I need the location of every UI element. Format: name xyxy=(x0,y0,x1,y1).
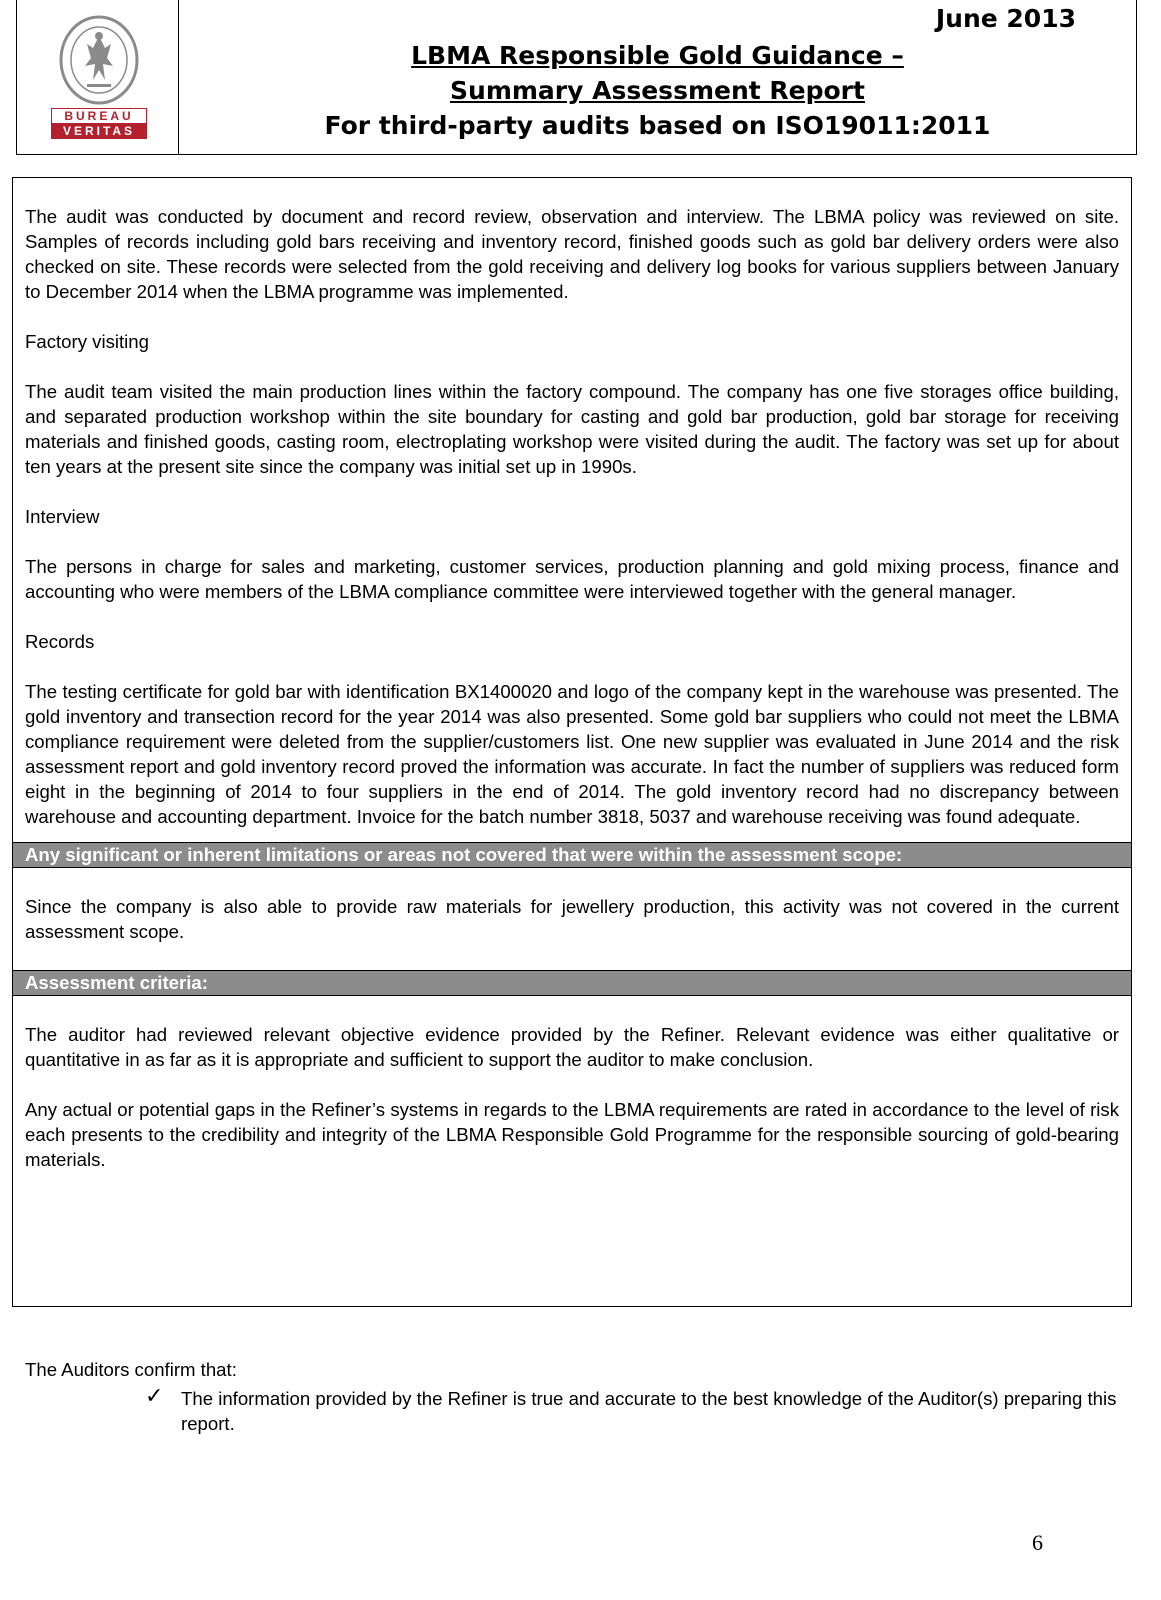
bureau-veritas-seal-icon xyxy=(57,14,141,106)
records-heading: Records xyxy=(25,631,95,652)
limitations-section xyxy=(13,868,1131,970)
logo-cell xyxy=(17,0,179,154)
factory-heading: Factory visiting xyxy=(25,331,149,352)
criteria-paragraph-1: The auditor had reviewed relevant objective evidence provided by the Refiner. Relevant evidence was either qualitative or quantitative in as far as it is appropriate and sufficient to support the auditor to make conclusion. xyxy=(25,1024,1119,1070)
interview-paragraph: The persons in charge for sales and marketing, customer services, production planning and gold mixing process, finance and accounting who were members of the LBMA compliance committee were interviewed together with the general manager. xyxy=(25,556,1119,602)
criteria-heading: Assessment criteria: xyxy=(13,970,1131,996)
page-number: 6 xyxy=(1032,1530,1043,1555)
criteria-section xyxy=(13,996,1131,1172)
report-header xyxy=(16,0,1137,155)
report-title xyxy=(179,38,1136,143)
factory-paragraph: The audit team visited the main production lines within the factory compound. The company has one five storages office building, and separated production workshop within the site boundary for casting and gold bar production, gold bar storage for receiving materials and finished goods, casting room, electroplating workshop were visited during the audit. The factory was set up for about ten years at the present site since the company was initial set up in 1990s. xyxy=(25,381,1119,477)
title-line-1: LBMA Responsible Gold Guidance – xyxy=(411,41,904,70)
checkmark-icon: ✓ xyxy=(145,1384,164,1409)
audit-description-section xyxy=(13,178,1131,829)
assessment-box xyxy=(12,177,1132,1307)
confirmation-item xyxy=(145,1386,1125,1436)
limitations-heading: Any significant or inherent limitations or areas not covered that were within the assessment scope: xyxy=(13,842,1131,868)
auditor-confirmation xyxy=(25,1357,1125,1436)
bureau-veritas-logo xyxy=(51,108,147,139)
report-date: June 2013 xyxy=(935,4,1076,33)
title-line-3: For third-party audits based on ISO19011:2011 xyxy=(324,111,991,140)
limitations-paragraph: Since the company is also able to provide raw materials for jewellery production, this activity was not covered in the current assessment scope. xyxy=(25,896,1119,942)
records-paragraph: The testing certificate for gold bar with identification BX1400020 and logo of the company kept in the warehouse was presented. The gold inventory and transection record for the year 2014 was also presented. Some gold bar suppliers who could not meet the LBMA compliance requirement were deleted from the supplier/customers list. One new supplier was evaluated in June 2014 and the risk assessment report and gold inventory record proved the information was accurate. In fact the number of suppliers was reduced form eight in the beginning of 2014 to four suppliers in the end of 2014. The gold inventory record had no discrepancy between warehouse and accounting department. Invoice for the batch number 3818, 5037 and warehouse receiving was found adequate. xyxy=(25,681,1119,827)
logo-brand-top: BUREAU xyxy=(51,108,147,124)
confirmation-item-text: The information provided by the Refiner is true and accurate to the best knowledge of the Auditor(s) preparing this report. xyxy=(181,1388,1117,1434)
criteria-paragraph-2: Any actual or potential gaps in the Refiner’s systems in regards to the LBMA requirements are rated in accordance to the level of risk each presents to the credibility and integrity of the LBMA Responsible Gold Programme for the responsible sourcing of gold-bearing materials. xyxy=(25,1099,1119,1170)
interview-heading: Interview xyxy=(25,506,100,527)
logo-brand-bottom: VERITAS xyxy=(51,124,147,139)
intro-paragraph: The audit was conducted by document and record review, observation and interview. The LBMA policy was reviewed on site. Samples of records including gold bars receiving and inventory record, finished goods such as gold bar delivery orders were also checked on site. These records were selected from the gold receiving and delivery log books for various suppliers between January to December 2014 when the LBMA programme was implemented. xyxy=(25,206,1119,302)
confirmation-lead: The Auditors confirm that: xyxy=(25,1359,237,1380)
title-line-2: Summary Assessment Report xyxy=(450,76,865,105)
